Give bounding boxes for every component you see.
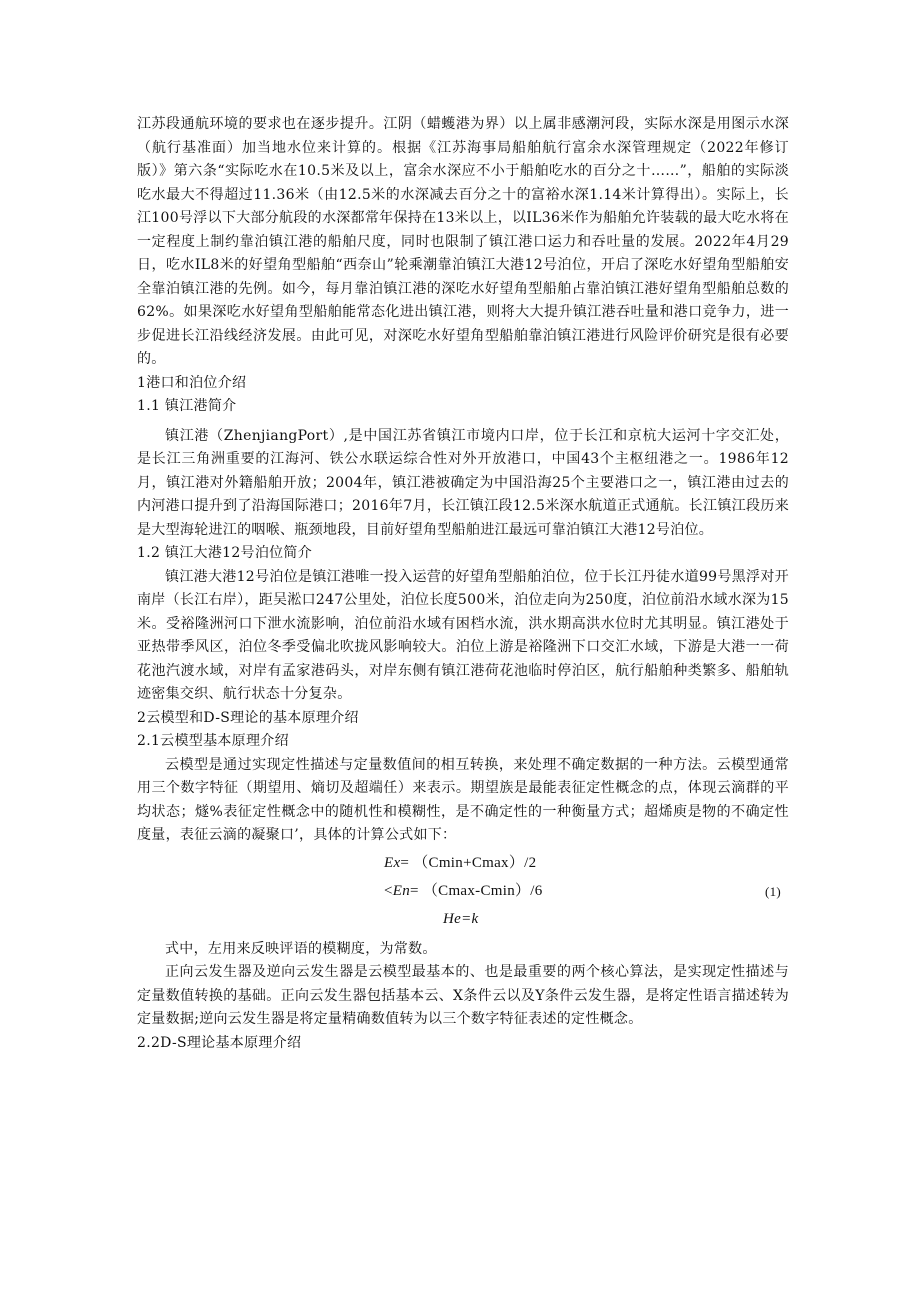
- subsection-heading-1-2: 1.2 镇江大港12号泊位简介: [137, 545, 313, 561]
- formula-line-he: He=k: [443, 910, 479, 927]
- formula-number: (1): [764, 883, 781, 899]
- subsection-heading-2-1: 2.1云模型基本原理介绍: [137, 733, 289, 749]
- document-body: [137, 113, 789, 1055]
- subsection-heading-1-1: 1.1 镇江港简介: [137, 398, 237, 414]
- paragraph-cloud-model: 云模型是通过实现定性描述与定量数值间的相互转换，来处理不确定数据的一种方法。云模型通常用三个数字特征（期望用、熵切及超端任）来表示。期望族是最能表征定性概念的点，体现云滴群的平均状态；燧%表征定性概念中的随机性和模糊性，是不确定性的一种衡量方式；超烯庾是物的不确定性度量，表征云滴的凝聚口’，具体的计算公式如下：: [137, 756, 789, 843]
- paragraph-zhenjiang-port: 镇江港（ZhenjiangPort）,是中国江苏省镇江市境内口岸，位于长江和京杭大运河十字交汇处，是长江三角洲重要的江海河、铁公水联运综合性对外开放港口，中国43个主枢纽港之一。1986年12月，镇江港对外籍船舶开放；2004年，镇江港被确定为中国沿海25个主要港口之一，镇江港由过去的内河港口提升到了沿海国际港口；2016年7月，长江镇江段12.5米深水航道正式通航。长江镇江段历来是大型海轮进江的咽喉、瓶颈地段，目前好望角型船舶进江最远可靠泊镇江大港12号泊位。: [137, 427, 789, 538]
- section-heading-2: 2云模型和D-S理论的基本原理介绍: [137, 709, 359, 726]
- section-heading-1: 1港口和泊位介绍: [137, 374, 247, 391]
- formula-line-ex: Ex= （Cmin+Cmax）/2: [384, 854, 537, 871]
- formula-block: [137, 852, 789, 934]
- formula-line-en: <En= （Cmax-Cmin）/6: [384, 882, 543, 899]
- intro-paragraph: 江苏段通航环境的要求也在逐步提升。江阴（蜡蠖港为界）以上属非感潮河段，实际水深是用图示水深（航行基准面）加当地水位来计算的。根据《江苏海事局船舶航行富余水深管理规定（2022年修订版）》第六条“实际吃水在10.5米及以上，富余水深应不小于船舶吃水的百分之十……”，船舶的实际淡吃水最大不得超过11.36米（由12.5米的水深减去百分之十的富裕水深1.14米计算得出）。实际上，长江100号浮以下大部分航段的水深都常年保持在13米以上，以IL36米作为船舶允许装载的最大吃水将在一定程度上制约靠泊镇江港的船舶尺度，同时也限制了镇江港口运力和吞吐量的发展。2022年4月29日，吃水IL8米的好望角型船舶“西奈山”轮乘潮靠泊镇江大港12号泊位，开启了深吃水好望角型船舶安全靠泊镇江港的先例。如今，每月靠泊镇江港的深吃水好望角型船舶占靠泊镇江港好望角型船舶总数的62%。如果深吃水好望角型船舶能常态化进出镇江港，则将大大提升镇江港吞吐量和港口竞争力，进一步促进长江沿线经济发展。由此可见，对深吃水好望角型船舶靠泊镇江港进行风险评价研究是很有必要的。: [137, 116, 789, 367]
- paragraph-berth-12: 镇江港大港12号泊位是镇江港唯一投入运营的好望角型船舶泊位，位于长江丹徒水道99号黑浮对开南岸（长江右岸），距吴淞口247公里处，泊位长度500米，泊位走向为250度，泊位前沿水域水深为15米。受裕隆洲河口下泄水流影响，泊位前沿水域有困档水流，洪水期高洪水位时尤其明显。镇江港处于亚热带季风区，泊位冬季受偏北吹拢风影响较大。泊位上游是裕隆洲下口交汇水域，下游是大港一一荷花池汽渡水域，对岸有孟家港码头，对岸东侧有镇江港荷花池临时停泊区，航行船舶种类繁多、船舶轨迹密集交织、航行状态十分复杂。: [137, 568, 789, 702]
- paragraph-cloud-generator: 正向云发生器及逆向云发生器是云模型最基本的、也是最重要的两个核心算法，是实现定性描述与定量数值转换的基础。正向云发生器包括基本云、X条件云以及Y条件云发生器，是将定性语言描述转为定量数据;逆向云发生器是将定量精确数值转为以三个数字特征表述的定性概念。: [137, 964, 789, 1027]
- paragraph-formula-note: 式中，左用来反映评语的模糊度，为常数。: [165, 940, 437, 957]
- subsection-heading-2-2: 2.2D-S理论基本原理介绍: [137, 1034, 302, 1051]
